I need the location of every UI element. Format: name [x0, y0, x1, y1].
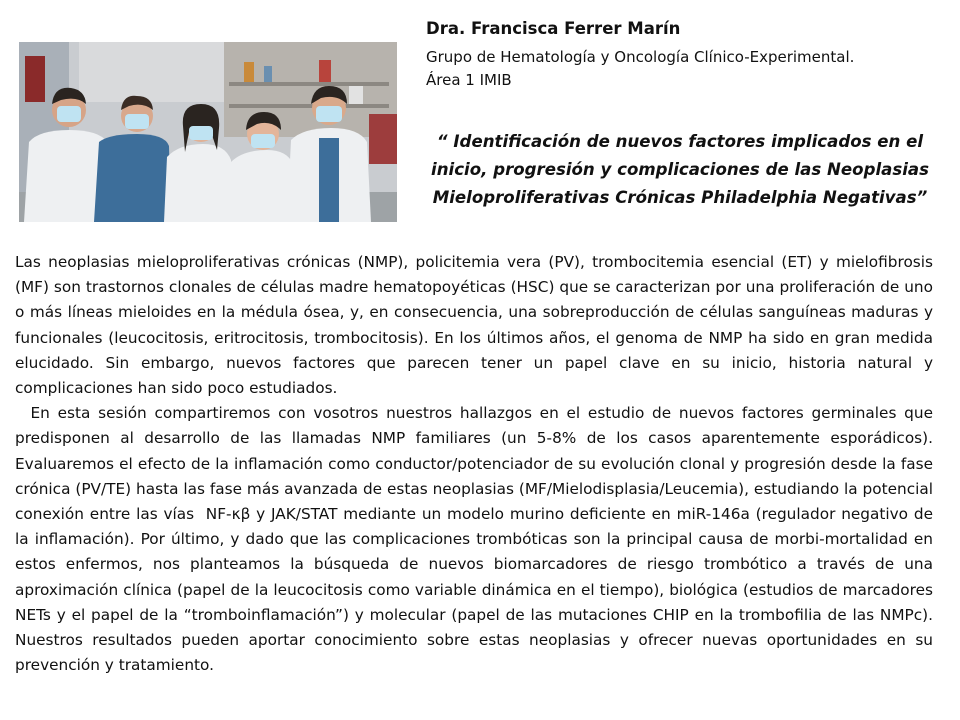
abstract-paragraph-1: Las neoplasias mieloproliferativas crónicas (NMP), policitemia vera (PV), trombocitemia esencial (ET) y mielofibrosis (MF) son trastornos clonales de células madre hematopoyéticas (HSC) que se caracterizan por una proliferación de uno o más líneas mieloides en la médula ósea, y, en consecuencia, una sobreproducción de células sanguíneas maduras y funcionales (leucocitosis, eritrocitosis, trombocitosis). En los últimos años, el genoma de NMP ha sido en gran medida elucidado. Sin embargo, nuevos factores que parecen tener un papel clave en su inicio, historia natural y complicaciones han sido poco estudiados. [15, 253, 933, 398]
abstract-body [15, 250, 938, 678]
speaker-affiliation-group: Grupo de Hematología y Oncología Clínico-Experimental. [426, 48, 855, 66]
team-photo [19, 42, 397, 222]
speaker-affiliation-area: Área 1 IMIB [426, 71, 512, 89]
abstract-paragraph-2: En esta sesión compartiremos con vosotros nuestros hallazgos en el estudio de nuevos factores germinales que predisponen al desarrollo de las llamadas NMP familiares (un 5-8% de los casos aparentemente esporádicos). Evaluaremos el efecto de la inflamación como conductor/potenciador de su evolución clonal y progresión desde la fase crónica (PV/TE) hasta las fase más avanzada de estas neoplasias (MF/Mielodisplasia/Leucemia), estudiando la potencial conexión entre las vías NF-κβ y JAK/STAT mediante un modelo murino deficiente en miR-146a (regulador negativo de la inflamación). Por último, y dado que las complicaciones trombóticas son la principal causa de morbi-mortalidad en estos enfermos, nos planteamos la búsqueda de nuevos biomarcadores de riesgo trombótico a través de una aproximación clínica (papel de la leucocitosis como variable dinámica en el tiempo), biológica (estudios de marcadores NETs y el papel de la “tromboinflamación”) y molecular (papel de las mutaciones CHIP en la trombofilia de las NMPc). Nuestros resultados pueden aportar conocimiento sobre estas neoplasias y ofrecer nuevas oportunidades en su prevención y tratamiento. [15, 404, 938, 675]
speaker-header [426, 18, 946, 92]
talk-title: “ Identificación de nuevos factores implicados en el inicio, progresión y complicaciones de las Neoplasias Mieloproliferativas Crónicas Philadelphia Negativas” [431, 132, 929, 207]
team-photo-illustration [19, 42, 397, 222]
speaker-name: Dra. Francisca Ferrer Marín [426, 19, 681, 38]
